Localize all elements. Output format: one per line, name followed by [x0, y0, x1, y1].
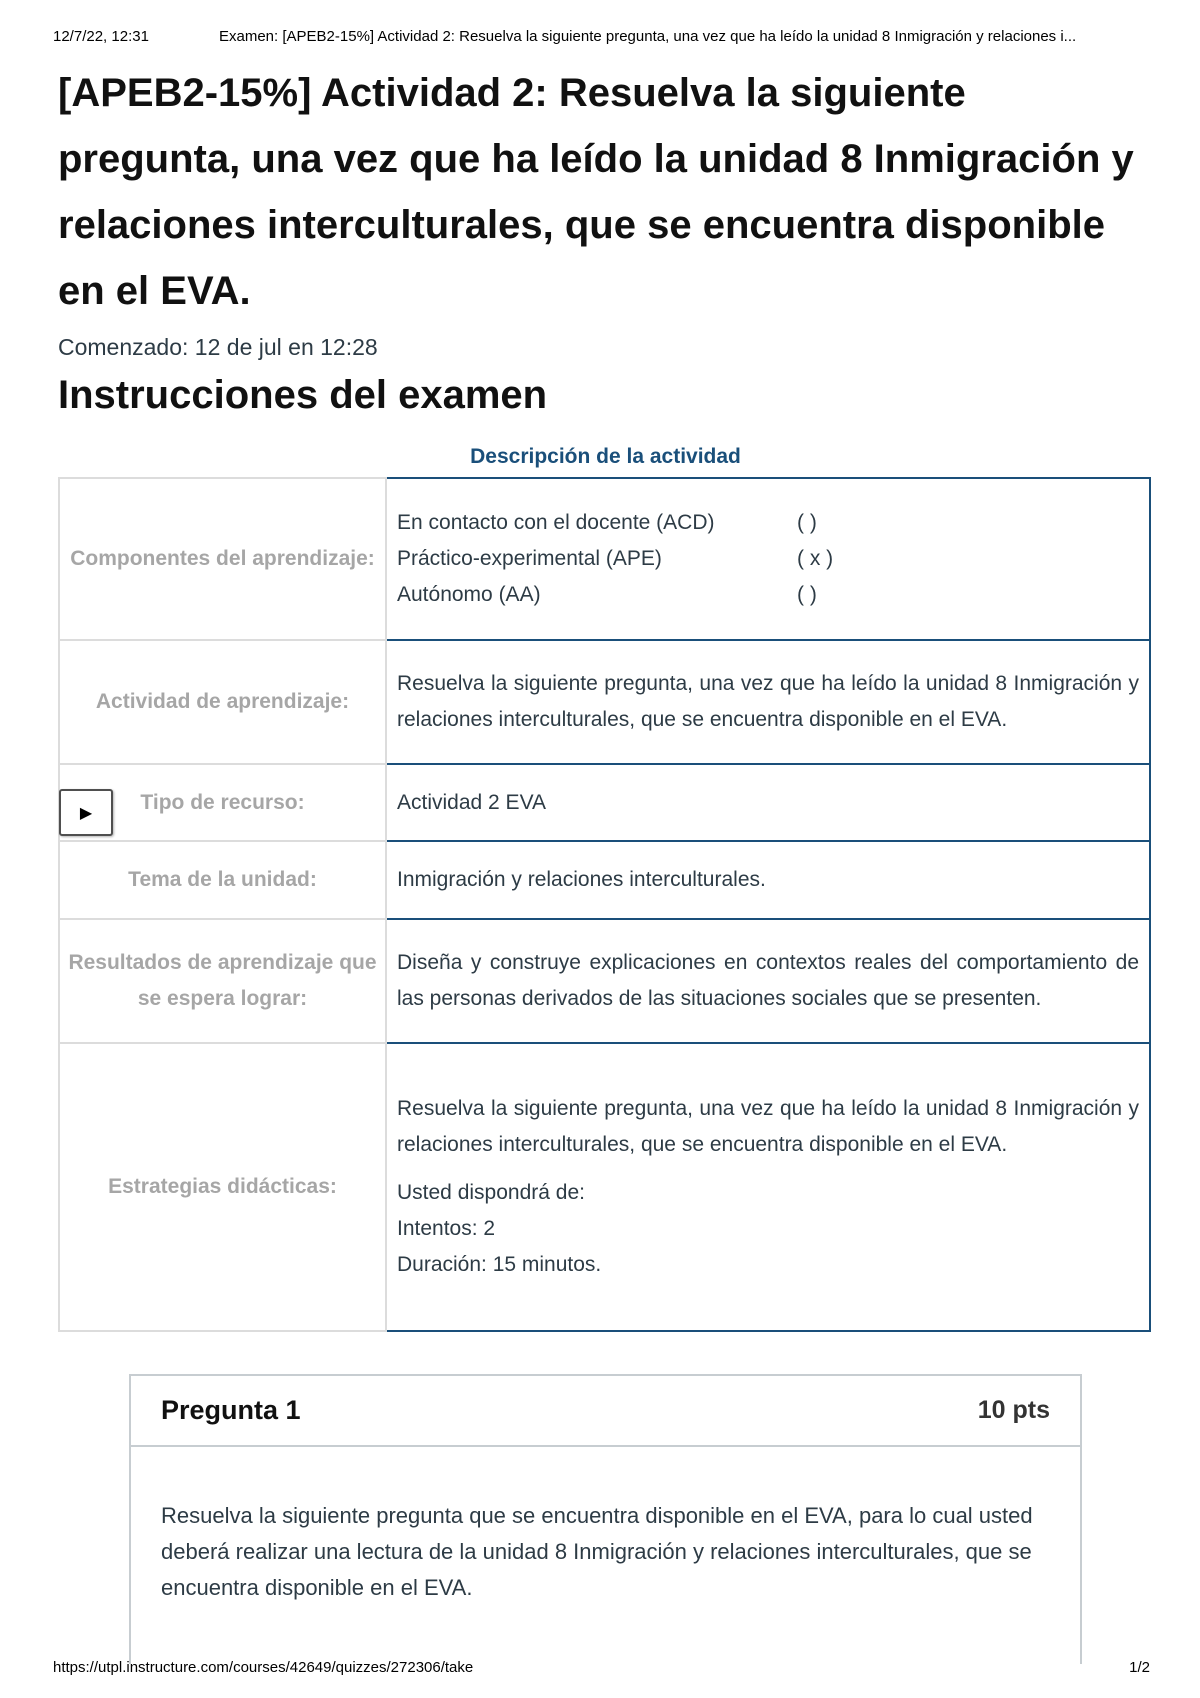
activity-label: Actividad de aprendizaje: [59, 640, 386, 764]
component-item [397, 505, 1139, 541]
table-row-strategies [59, 1043, 1150, 1331]
component-item [397, 541, 1139, 577]
activity-description-table [58, 477, 1151, 1332]
component-mark: ( x ) [797, 547, 834, 570]
description-caption: Descripción de la actividad [470, 445, 741, 468]
strategies-extra [397, 1175, 1139, 1283]
results-label: Resultados de aprendizaje que se espera lograr: [59, 919, 386, 1043]
results-value: Diseña y construye explicaciones en contextos reales del comportamiento de las personas derivados de las situaciones sociales que se presenten. [386, 919, 1150, 1043]
topic-value: Inmigración y relaciones interculturales. [386, 841, 1150, 919]
instructions-heading: Instrucciones del examen [58, 373, 548, 417]
strategies-label: Estrategias didácticas: [59, 1043, 386, 1331]
strategies-text: Resuelva la siguiente pregunta, una vez que ha leído la unidad 8 Inmigración y relaciones interculturales, que se encuentra disponible en el EVA. [397, 1097, 1139, 1156]
topic-label: Tema de la unidad: [59, 841, 386, 919]
quiz-title: [APEB2-15%] Actividad 2: Resuelva la siguiente pregunta, una vez que ha leído la unidad 8 Inmigración y relaciones interculturales, que se encuentra disponible en el EVA. [58, 71, 1134, 313]
quiz-started-time: Comenzado: 12 de jul en 12:28 [58, 334, 378, 360]
components-label: Componentes del aprendizaje: [59, 478, 386, 640]
table-row-results [59, 919, 1150, 1043]
table-row-activity [59, 640, 1150, 764]
component-mark: ( ) [797, 511, 817, 534]
components-value [386, 478, 1150, 640]
play-button[interactable] [59, 789, 113, 836]
question-title: Pregunta 1 [161, 1395, 301, 1425]
strategies-extra-line: Duración: 15 minutos. [397, 1253, 602, 1276]
table-row-components [59, 478, 1150, 640]
question-text: Resuelva la siguiente pregunta que se encuentra disponible en el EVA, para lo cual usted deberá realizar una lectura de la unidad 8 Inmigración y relaciones interculturales, que se encuentra disponible en el EVA. [161, 1503, 1033, 1600]
strategies-extra-line: Intentos: 2 [397, 1217, 496, 1240]
activity-value: Resuelva la siguiente pregunta, una vez que ha leído la unidad 8 Inmigración y relaciones interculturales, que se encuentra disponible en el EVA. [386, 640, 1150, 764]
strategies-value [386, 1043, 1150, 1331]
component-name: En contacto con el docente (ACD) [397, 511, 715, 534]
print-date: 12/7/22, 12:31 [53, 28, 149, 45]
question-card [129, 1374, 1082, 1664]
question-header [131, 1376, 1080, 1447]
question-points: 10 pts [977, 1396, 1050, 1424]
component-item [397, 577, 1139, 613]
print-page-number: 1/2 [1129, 1659, 1150, 1676]
component-mark: ( ) [797, 583, 817, 606]
component-name: Autónomo (AA) [397, 583, 541, 606]
strategies-extra-line: Usted dispondrá de: [397, 1181, 585, 1204]
print-document-title: Examen: [APEB2-15%] Actividad 2: Resuelva la siguiente pregunta, una vez que ha leído la unidad 8 Inmigración y relaciones i... [219, 28, 1077, 45]
component-name: Práctico-experimental (APE) [397, 547, 662, 570]
resource-label: Tipo de recurso: [59, 764, 386, 841]
table-row-resource [59, 764, 1150, 841]
resource-value: Actividad 2 EVA [386, 764, 1150, 841]
play-icon: ▶ [79, 804, 93, 822]
print-url: https://utpl.instructure.com/courses/42649/quizzes/272306/take [53, 1659, 474, 1676]
table-row-topic [59, 841, 1150, 919]
